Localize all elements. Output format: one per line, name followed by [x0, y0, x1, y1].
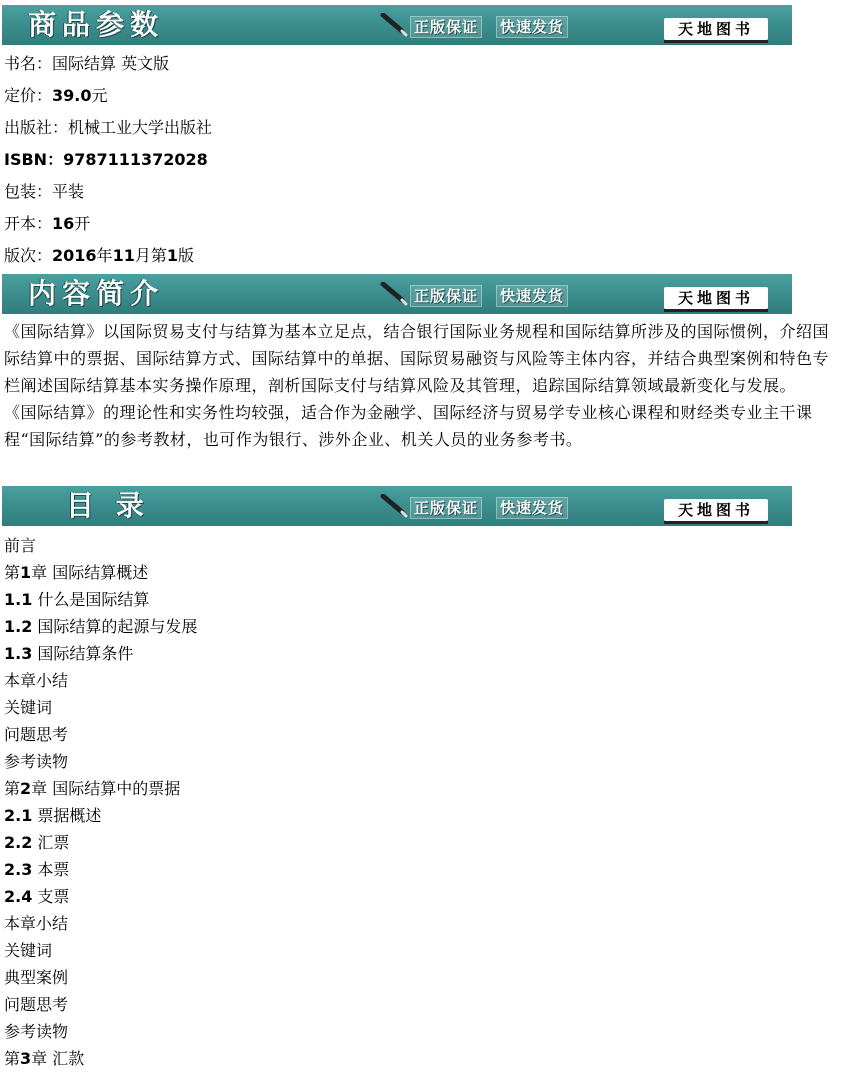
toc-item: 典型案例	[4, 968, 69, 987]
param-publisher: 出版社：机械工业大学出版社	[4, 118, 213, 137]
toc-item: 本章小结	[4, 914, 69, 933]
fast-shipping-badge: 快速发货	[496, 497, 568, 519]
toc-item: 问题思考	[4, 995, 69, 1014]
genuine-guarantee-badge: 正版保证	[410, 16, 482, 38]
pen-icon	[380, 494, 408, 518]
pen-icon	[380, 13, 408, 37]
toc-item: 关键词	[4, 941, 53, 960]
toc-item: 第1章 国际结算概述	[4, 563, 149, 582]
banner-title: 商品参数	[28, 8, 165, 41]
toc-item: 前言	[4, 536, 37, 555]
table-of-contents	[4, 532, 197, 1072]
param-title: 书名：国际结算 英文版	[4, 54, 170, 73]
toc-item: 参考读物	[4, 1022, 69, 1041]
content-intro	[4, 318, 840, 453]
toc-item: 问题思考	[4, 725, 69, 744]
fast-shipping-badge: 快速发货	[496, 16, 568, 38]
toc-item: 第2章 国际结算中的票据	[4, 779, 181, 798]
param-format: 开本：16开	[4, 214, 91, 233]
toc-item: 第3章 汇款	[4, 1049, 85, 1068]
param-edition: 版次：2016年11月第1版	[4, 246, 194, 265]
intro-paragraph: 《国际结算》的理论性和实务性均较强，适合作为金融学、国际经济与贸易学专业核心课程和财经类专业主干课程“国际结算”的参考教材，也可作为银行、涉外企业、机关人员的业务参考书。	[4, 403, 813, 449]
fast-shipping-badge: 快速发货	[496, 285, 568, 307]
toc-item: 1.1 什么是国际结算	[4, 590, 150, 609]
section-banner-params	[2, 5, 792, 45]
param-binding: 包装：平装	[4, 182, 85, 201]
section-banner-toc	[2, 486, 792, 526]
toc-item: 1.3 国际结算条件	[4, 644, 134, 663]
brand-logo: 天地图书	[664, 18, 768, 40]
param-isbn: ISBN：9787111372028	[4, 150, 208, 169]
intro-paragraph: 《国际结算》以国际贸易支付与结算为基本立足点，结合银行国际业务规程和国际结算所涉及的国际惯例，介绍国际结算中的票据、国际结算方式、国际结算中的单据、国际贸易融资与风险等主体内容，并结合典型案例和特色专栏阐述国际结算基本实务操作原理，剖析国际支付与结算风险及其管理，追踪国际结算领域最新变化与发展。	[4, 322, 830, 395]
toc-item: 2.1 票据概述	[4, 806, 102, 825]
toc-item: 2.2 汇票	[4, 833, 70, 852]
param-price: 定价：39.0元	[4, 86, 108, 105]
genuine-guarantee-badge: 正版保证	[410, 497, 482, 519]
toc-item: 参考读物	[4, 752, 69, 771]
banner-title: 目 录	[66, 489, 150, 522]
section-banner-intro	[2, 274, 792, 314]
toc-item: 2.4 支票	[4, 887, 70, 906]
banner-title: 内容简介	[28, 277, 165, 310]
brand-logo: 天地图书	[664, 287, 768, 309]
pen-icon	[380, 282, 408, 306]
genuine-guarantee-badge: 正版保证	[410, 285, 482, 307]
toc-item: 1.2 国际结算的起源与发展	[4, 617, 198, 636]
toc-item: 本章小结	[4, 671, 69, 690]
product-params	[4, 48, 212, 272]
brand-logo: 天地图书	[664, 499, 768, 521]
toc-item: 关键词	[4, 698, 53, 717]
toc-item: 2.3 本票	[4, 860, 70, 879]
